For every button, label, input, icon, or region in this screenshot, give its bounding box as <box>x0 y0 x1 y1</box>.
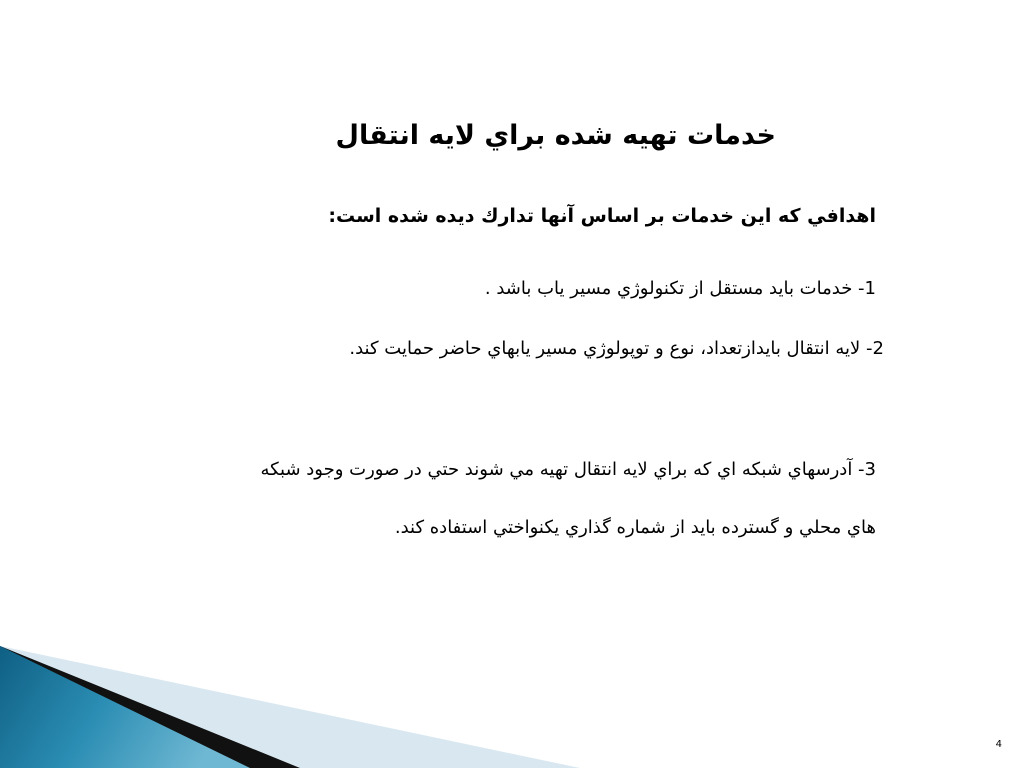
list-item: 2- لايه انتقال بايدازتعداد، نوع و توپولوژي مسير يابهاي حاضر حمايت كند. <box>349 338 884 359</box>
corner-decoration <box>0 646 580 768</box>
page-number: 4 <box>995 739 1002 750</box>
list-item-continuation: هاي محلي و گسترده بايد از شماره گذاري يكنواختي استفاده كند. <box>394 517 876 538</box>
list-item: 3- آدرسهاي شبكه اي كه براي لايه انتقال تهيه مي شوند حتي در صورت وجود شبكه <box>260 459 876 480</box>
slide-title: خدمات تهيه شده براي لايه انتقال <box>335 120 776 151</box>
list-item: 1- خدمات بايد مستقل از تكنولوژي مسير ياب باشد . <box>484 278 876 299</box>
slide-intro: اهدافي كه اين خدمات بر اساس آنها تدارك ديده شده است: <box>328 205 876 227</box>
